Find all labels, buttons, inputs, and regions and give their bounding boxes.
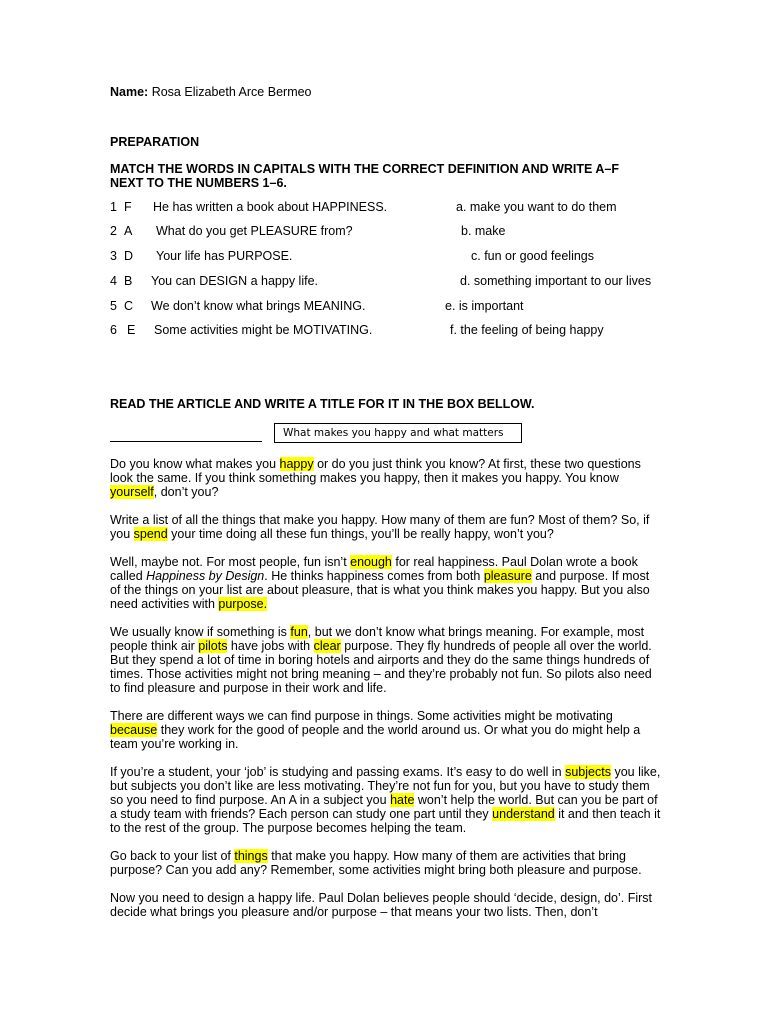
match-answer[interactable]: F xyxy=(124,200,132,214)
match-number: 1 xyxy=(110,200,117,214)
book-title: Happiness by Design xyxy=(146,569,265,583)
highlighted-word: pleasure xyxy=(483,569,532,583)
match-number: 4 xyxy=(110,274,117,288)
match-item-1 xyxy=(110,200,670,216)
article-paragraph-1: Do you know what makes you happy or do you just think you know? At first, these two questions look the same. If you think something makes you happy, then it makes you happy. You know yourself, don’t you? xyxy=(110,457,641,499)
match-sentence: What do you get PLEASURE from? xyxy=(156,224,353,238)
match-number: 5 xyxy=(110,299,117,313)
highlighted-word: spend xyxy=(133,527,168,541)
match-item-5 xyxy=(110,299,670,315)
preparation-heading: PREPARATION xyxy=(110,135,200,149)
student-name-line xyxy=(110,85,312,99)
highlighted-word: things xyxy=(234,849,268,863)
highlighted-word: yourself xyxy=(110,485,154,499)
highlighted-word: purpose. xyxy=(218,597,268,611)
matching-instruction: MATCH THE WORDS IN CAPITALS WITH THE CORRECT DEFINITION AND WRITE A–F NEXT TO THE NUMBERS 1–6. xyxy=(110,162,619,190)
match-answer[interactable]: C xyxy=(124,299,134,313)
highlighted-word: happy xyxy=(279,457,314,471)
match-number: 3 xyxy=(110,249,117,263)
title-underline xyxy=(110,441,262,442)
highlighted-word: understand xyxy=(492,807,555,821)
article-paragraph-2: Write a list of all the things that make you happy. How many of them are fun? Most of them? So, if you spend your time doing all these fun things, you’ll be really happy, won’t you? xyxy=(110,513,650,541)
match-answer[interactable]: D xyxy=(124,249,134,263)
highlighted-word: because xyxy=(110,723,158,737)
match-answer[interactable]: E xyxy=(127,323,136,337)
match-item-4 xyxy=(110,274,670,290)
highlighted-word: subjects xyxy=(565,765,611,779)
match-item-6 xyxy=(110,323,670,339)
match-definition: f. the feeling of being happy xyxy=(450,323,604,337)
article-paragraph-5: There are different ways we can find purpose in things. Some activities might be motivating because they work for the good of people and the world around us. Or what you do might help a team you’re working in. xyxy=(110,709,641,751)
match-sentence: Some activities might be MOTIVATING. xyxy=(154,323,373,337)
highlighted-word: enough xyxy=(350,555,392,569)
match-item-2 xyxy=(110,224,670,240)
match-number: 6 xyxy=(110,323,117,337)
article-paragraph-6: If you’re a student, your ‘job’ is studying and passing exams. It’s easy to do well in subjects you like, but subjects you don’t like are less motivating. They’re not fun for you, but you have to study them so you need to find purpose. An A in a subject you hate won’t help the world. But can you be part of a study team with friends? Each person can study one part until they understand it and then teach it to the rest of the group. The purpose becomes helping the team. xyxy=(110,765,661,835)
match-definition: b. make xyxy=(461,224,506,238)
article-paragraph-7: Go back to your list of things that make you happy. How many of them are activities that bring purpose? Can you add any? Remember, some activities might bring both pleasure and purpose. xyxy=(110,849,642,877)
match-answer[interactable]: A xyxy=(124,224,133,238)
title-answer-box[interactable]: What makes you happy and what matters xyxy=(274,423,522,443)
article-paragraph-4: We usually know if something is fun, but we don’t know what brings meaning. For example, most people think air pilots have jobs with clear purpose. They fly hundreds of people all over the world. But they spend a lot of time in boring hotels and airports and they do the same things hundreds of times. Those activities might not bring meaning – and they’re probably not fun. So pilots also need to find pleasure and purpose in their work and life. xyxy=(110,625,652,695)
match-sentence: You can DESIGN a happy life. xyxy=(151,274,318,288)
article-paragraph-3: Well, maybe not. For most people, fun isn’t enough for real happiness. Paul Dolan wrote a book called Happiness by Design. He thinks happiness comes from both pleasure and purpose. If most of the things on your list are about pleasure, that is what you think makes you happy. But you also need activities with purpose. xyxy=(110,555,650,611)
article-body xyxy=(110,457,662,933)
match-definition: e. is important xyxy=(445,299,524,313)
match-sentence: We don’t know what brings MEANING. xyxy=(151,299,366,313)
name-value: Rosa Elizabeth Arce Bermeo xyxy=(151,85,312,99)
highlighted-word: clear xyxy=(313,639,341,653)
match-definition: c. fun or good feelings xyxy=(471,249,594,263)
highlighted-word: hate xyxy=(390,793,415,807)
match-answer[interactable]: B xyxy=(124,274,133,288)
match-definition: a. make you want to do them xyxy=(456,200,617,214)
name-label: Name: xyxy=(110,85,149,99)
match-sentence: He has written a book about HAPPINESS. xyxy=(153,200,388,214)
reading-heading: READ THE ARTICLE AND WRITE A TITLE FOR IT IN THE BOX BELLOW. xyxy=(110,397,535,411)
match-sentence: Your life has PURPOSE. xyxy=(156,249,293,263)
match-number: 2 xyxy=(110,224,117,238)
match-item-3 xyxy=(110,249,670,265)
article-paragraph-8: Now you need to design a happy life. Paul Dolan believes people should ‘decide, design, do’. First decide what brings you pleasure and/or purpose – that means your two lists. Then, don’t xyxy=(110,891,653,919)
highlighted-word: pilots xyxy=(198,639,228,653)
match-definition: d. something important to our lives xyxy=(460,274,652,288)
highlighted-word: fun xyxy=(290,625,308,639)
